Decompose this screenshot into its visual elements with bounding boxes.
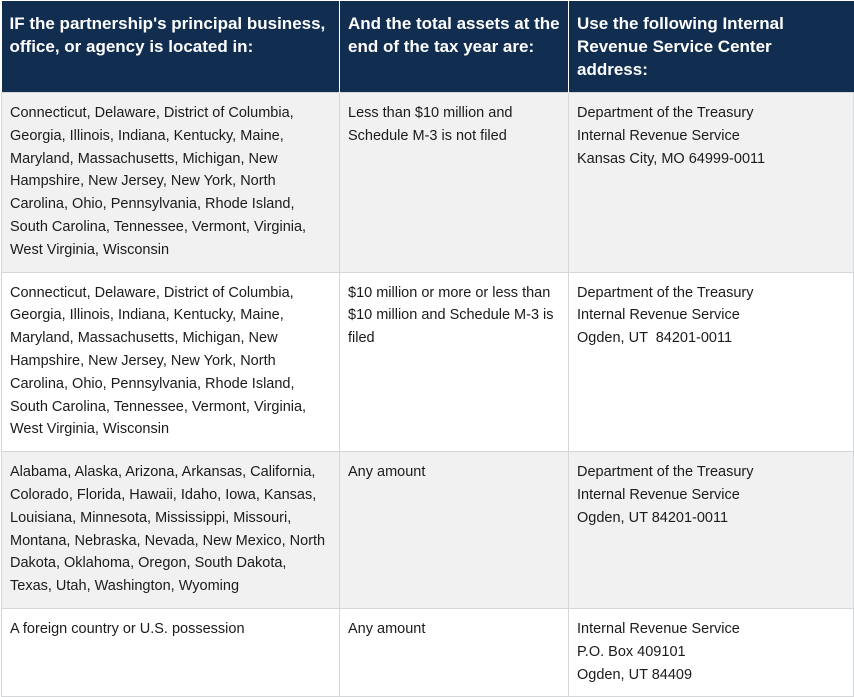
assets-cell: $10 million or more or less than $10 million and Schedule M-3 is filed — [340, 272, 569, 452]
table-row — [2, 608, 854, 696]
table-row — [2, 452, 854, 609]
address-line: Department of the Treasury — [577, 464, 754, 481]
table-row — [2, 93, 854, 273]
address-line: Internal Revenue Service — [577, 620, 740, 637]
address-line: Ogden, UT 84201-0011 — [577, 509, 729, 526]
header-location: IF the partnership's principal business, office, or agency is located in: — [2, 1, 340, 93]
assets-cell: Less than $10 million and Schedule M-3 is not filed — [340, 93, 569, 273]
header-service-center-address: Use the following Internal Revenue Service Center address: — [577, 14, 784, 79]
address-line: Kansas City, MO 64999-0011 — [577, 150, 766, 167]
location-cell: Alabama, Alaska, Arizona, Arkansas, California, Colorado, Florida, Hawaii, Idaho, Iowa, Kansas, Louisiana, Minnesota, Mississippi, Missouri, Montana, Nebraska, Nevada, New Mexico, North Dakota, Oklahoma, Oregon, South Dakota, Texas, Utah, Washington, Wyoming — [2, 452, 340, 609]
assets-cell: Any amount — [340, 452, 569, 609]
address-line: Ogden, UT 84201-0011 — [577, 330, 733, 347]
table-body — [2, 93, 854, 697]
table-header — [2, 1, 854, 93]
header-total-assets: And the total assets at the end of the tax year are: — [340, 1, 569, 93]
address-cell — [569, 272, 854, 452]
address-line: Ogden, UT 84409 — [577, 666, 693, 683]
address-line: P.O. Box 409101 — [577, 643, 686, 660]
address-line: Department of the Treasury — [577, 105, 754, 121]
address-cell — [569, 93, 854, 273]
header-row — [2, 1, 854, 93]
location-cell: A foreign country or U.S. possession — [2, 608, 340, 696]
address-line: Internal Revenue Service — [577, 307, 740, 324]
table-row — [2, 272, 854, 452]
location-cell: Connecticut, Delaware, District of Columbia, Georgia, Illinois, Indiana, Kentucky, Maine, Maryland, Massachusetts, Michigan, New Hampshire, New Jersey, New York, North Carolina, Ohio, Pennsylvania, Rhode Island, South Carolina, Tennessee, Vermont, Virginia, West Virginia, Wisconsin — [2, 93, 340, 273]
address-line: Department of the Treasury — [577, 284, 754, 301]
assets-cell: Any amount — [340, 608, 569, 696]
location-cell: Connecticut, Delaware, District of Columbia, Georgia, Illinois, Indiana, Kentucky, Maine, Maryland, Massachusetts, Michigan, New Hampshire, New Jersey, New York, North Carolina, Ohio, Pennsylvania, Rhode Island, South Carolina, Tennessee, Vermont, Virginia, West Virginia, Wisconsin — [2, 272, 340, 452]
address-cell — [569, 608, 854, 696]
irs-address-table — [1, 1, 854, 697]
address-line: Internal Revenue Service — [577, 127, 740, 144]
address-line: Internal Revenue Service — [577, 486, 740, 503]
address-cell — [569, 452, 854, 609]
